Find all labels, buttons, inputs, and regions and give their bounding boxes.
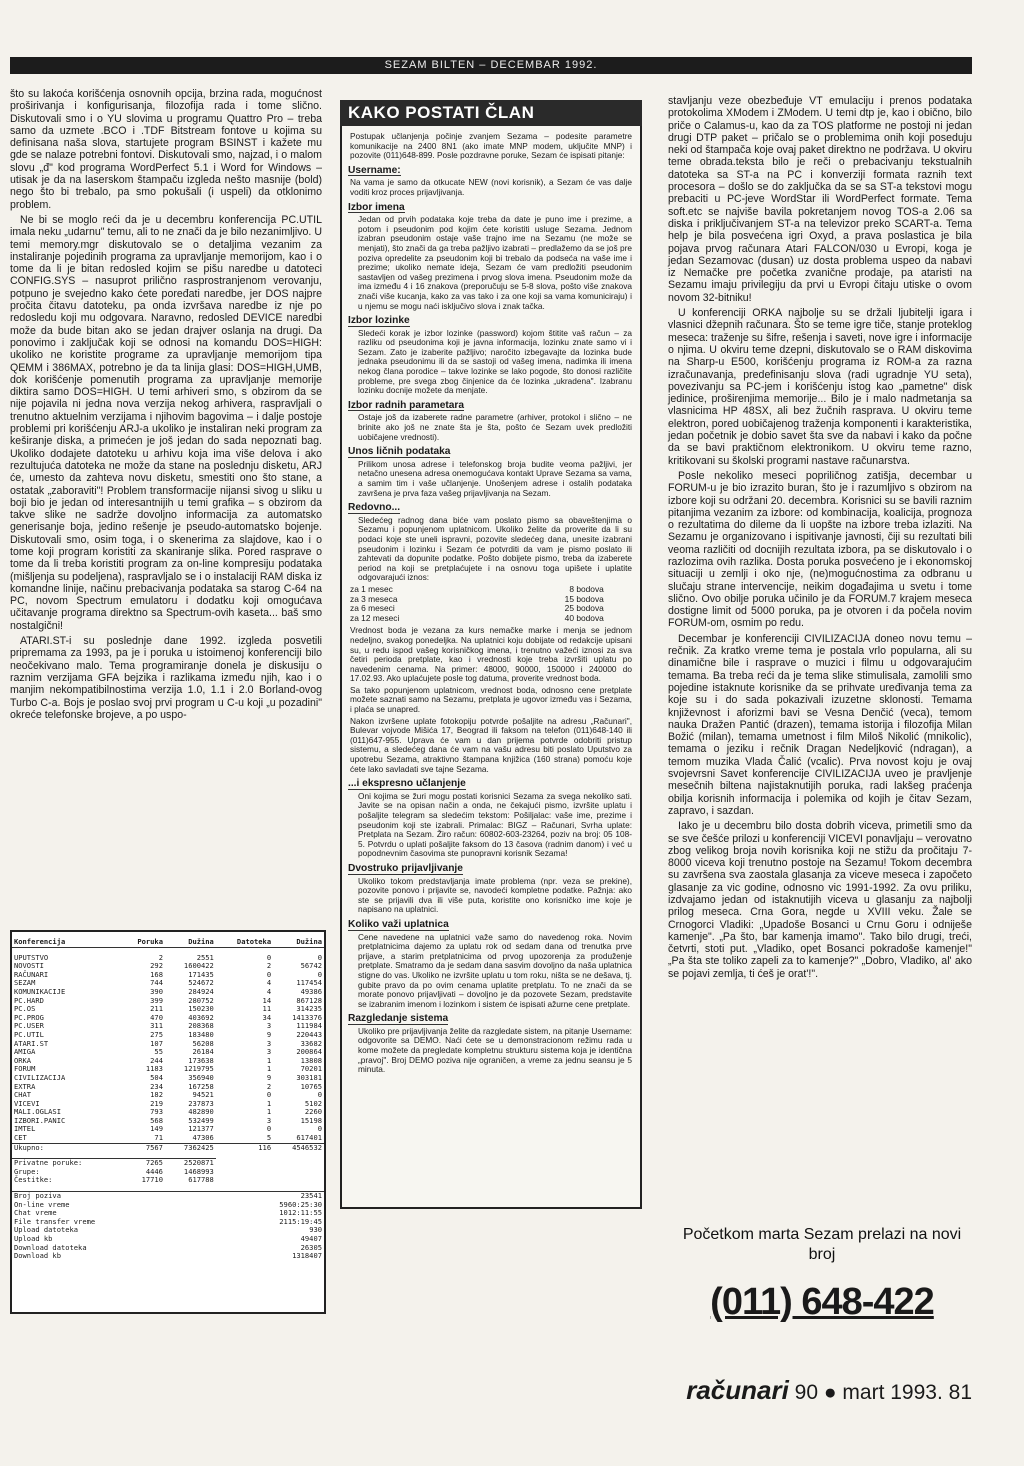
magazine-logo: računari [686,1375,789,1405]
stats-cell: 0 [266,1124,272,1134]
stats-cell: 173638 [188,1055,214,1065]
stats-summary-row [12,1159,324,1168]
fee-points: 25 bodova [564,603,604,614]
section-text: Oni kojima se žuri mogu postati korisnici Sezama za svega nekoliko sati. Javite se na opisan način a onda, ne čekajući pismo, izvršite uplatu i pošaljite telegram sa sledećim tekstom: Pošiljalac: vaše ime, prezime i pseudonim koji ste izabrali. Primalac: BIGZ – Računari, Svrha uplate: Pretplata na Sezam. Žiro račun: 60802-603-23264, poziv na broj: 05 108-5. Potvrdu o uplati pošaljite faksom do 13 časova (radnim danom) i već u popodnevnim časovima ste punopravni korisnik Sezama! [358,790,632,859]
stats-cell: 314235 [296,1004,322,1014]
stats-usage-row [12,1201,324,1210]
stats-cell: 2 [266,961,272,971]
stats-cell: UPUTSTVO [14,952,49,962]
stats-cell: 280752 [188,995,214,1005]
stats-summary-row [12,1168,324,1177]
stats-cell: 1 [266,1064,272,1074]
stats-cell: 49407 [300,1234,322,1243]
stats-cell: 0 [317,969,322,979]
stats-cell: 504 [150,1072,163,1082]
stats-cell: Chat vreme [14,1208,57,1218]
stats-cell: 71 [154,1133,163,1143]
stats-cell: 7265 [121,1159,165,1168]
username-label: Username: [348,164,401,176]
stats-cell: SEZAM [14,978,36,988]
stats-cell: 744 [150,978,163,988]
table-row [12,962,324,971]
box-paragraph: Nakon izvršene uplate fotokopiju potvrde pošaljite na adresu „Računari", Bulevar vojvode Mišića 17, Beograd ili faksom na telefon (011)648-140 ili (011)647-955. Uprava će vam u dan prijema potvrde odobriti pristup sistemu, a sledećeg dana će vam na vašu adresu biti poslato Uputstvo za upotrebu Sezama, atraktivno štampana knjižica (160 strana) pomoću koje ćete lako savladati sve tajne Sezama. [350,715,632,774]
stats-cell: Dužina [165,938,216,947]
stats-cell: 9 [266,1029,272,1039]
stats-cell: 5960:25:30 [279,1199,322,1209]
stats-cell: 244 [150,1055,163,1065]
stats-cell: 1413376 [292,1012,322,1022]
section-text: Cene navedene na uplatnici važe samo do navedenog roka. Novim pretplatnicima dajemo za uplatu rok od sedam dana od trenutka prve prijave, a starim pretplatnicima od prvog upozorenja za produženje pretplate. Smatramo da je sedam dana sasvim dovoljno da naša uplatnica stigne do vas. Ukoliko ne izvršite uplatu u tom roku, ništa se ne dešava, tj. gubite pravo da po ovim cenama uplatite pretplatu. To ne znači da se morate ponovo prijavljivati – dovoljno je da pozovete Sezam, predstavite se izabranim imenom i lozinkom i sistem će ispisati ažurne cene pretplate. [358,931,632,1009]
stats-cell: 356940 [188,1072,214,1082]
stats-cell: VICEVI [14,1098,40,1108]
stats-cell: Download kb [14,1251,61,1261]
stats-cell: 3 [266,1047,272,1057]
stats-cell: 303181 [296,1072,322,1082]
right-column [668,95,972,983]
stats-cell: IZBORI.PANIC [14,1115,66,1125]
stats-cell: 1 [266,1055,272,1065]
stats-cell: 617401 [296,1133,322,1143]
stats-cell: ORKA [14,1055,32,1065]
stats-cell: 49386 [300,986,322,996]
stats-cell: 121377 [188,1124,214,1134]
stats-cell: 867128 [296,995,322,1005]
stats-cell: 1219795 [183,1064,214,1074]
box-intro: Postupak učlanjenja počinje zvanjem Sezama – podesite parametre komunikacije na 2400 8N1 (ako imate MNP modem, uključite MNP) i pozovite (011)648-899. Posle pozdravne poruke, Sezam će ispisati pitanje: [350,131,632,161]
table-row [12,1031,324,1040]
username-text: Na vama je samo da otkucate NEW (novi korisnik), a Sezam će vas dalje voditi kroz proces prijavljivanja. [350,177,632,197]
stats-cell: Privatne poruke: [12,1159,121,1168]
stats-cell: PC.OS [14,1004,36,1014]
stats-cell: 7362425 [165,1143,216,1152]
fee-period: za 3 meseca [350,593,398,604]
section-text: Ukoliko tokom predstavljanja imate problema (npr. veza se prekine), pozovite ponovo i prijavite se, navodeći kompletne podatke. Pažnja: ako ste se prijavili dva ili više puta, koristite ono korisničko ime koje je napisano na uplatnici. [358,875,632,915]
stats-cell: Poruka [121,938,165,947]
box-paragraph: Sa tako popunjenom uplatnicom, vrednost boda, odnosno cene pretplate možete saznati samo na Sezamu, pretplata je ugovor između vas i Sezama, i plaća se unapred. [350,684,632,715]
stats-cell: 211 [150,1004,163,1014]
stats-cell: 7567 [121,1143,165,1152]
stats-cell: 116 [216,1143,273,1152]
stats-cell: Upload kb [14,1234,53,1243]
fee-points: 15 bodova [564,593,604,604]
stats-cell: 149 [150,1124,163,1134]
section-heading: ...i ekspresno učlanjenje [348,778,466,790]
stats-cell: 183480 [188,1029,214,1039]
section-heading: Izbor radnih parametara [348,399,465,411]
fee-period: za 6 meseci [350,603,395,614]
stats-cell: 0 [317,1090,322,1100]
stats-cell: 0 [317,952,322,962]
stats-cell: 34 [262,1012,272,1022]
stats-cell: 4446 [145,1166,163,1176]
stats-cell: 2115:19:45 [279,1216,322,1226]
stats-cell: RAČUNARI [14,969,49,979]
article-paragraph: Posle nekoliko meseci popriličnog zatišja, decembar u FORUM-u je bio izrazito buran, što je i razumljivo s obzirom na izbore koji su održani 20. decembra. Korisnici su se bavili raznim pitanjima vezanim za izbore: od kombinacija, koalicija, prognoza o rezultatima do dileme da li uopšte na izbore treba izlaziti. Na Sezamu je organizovano i ispitivanje javnosti, čiji su rezultati bili veoma različiti od docnijih rezultata izbora, pa se diskutovalo i o razlozima ovih razlika. Dosta poruka posvećeno je i ekonomskoj situaciji u zemlji i oko nje, (ne)mogućnostima za odbranu u slučaju strane intervencije, neikim događajima u svetu i tome slično. Ovo obilje poruka učinilo je da FORUM.7 krajem meseca dostigne limit od 5000 poruka, pa je otvoren i da počela novim FORUM-om, osmim po redu. [668,469,972,630]
table-row [12,1117,324,1126]
stats-cell: 13808 [300,1055,322,1065]
section-heading: Izbor imena [348,201,405,213]
left-column [10,88,322,724]
stats-cell: 930 [309,1225,322,1235]
stats-cell: 26305 [300,1242,322,1252]
stats-cell: 1183 [145,1064,163,1074]
stats-cell: 1012:11:55 [279,1208,322,1218]
fees-table [350,585,604,623]
stats-cell: 4546532 [273,1143,324,1152]
stats-cell: ATARI.ST [14,1038,49,1048]
page-footer [686,1375,972,1406]
stats-header-row [12,938,324,947]
section-heading: Unos ličnih podataka [348,446,451,458]
stats-cell: 399 [150,995,163,1005]
stats-cell: 70201 [300,1064,322,1074]
phone-number: (011) 648-422 [710,1281,934,1323]
fee-points: 40 bodova [564,612,604,623]
stats-cell: 200864 [296,1047,322,1057]
stats-summary-row [12,1176,324,1185]
stats-cell: 208368 [188,1021,214,1031]
stats-cell: File transfer vreme [14,1216,96,1226]
stats-cell: Ukupno: [12,1143,121,1152]
stats-cell: 11 [262,1004,272,1014]
stats-cell: 3 [266,1021,272,1031]
article-paragraph: stavljanju veze obezbeđuje VT emulaciju i prenos podataka protokolima XModem i ZModem. U temi dtp je, kao i obično, bilo priče o Calamus-u, kao da za TOS platforme ne postoji ni jedan drugi DTP paket – pričalo se o problemima onih koji poseduju neki od štampača koje ovaj paket direktno ne podržava. U okviru teme obrada.teksta bilo je reči o prebacivanju tekstualnih datoteka sa ST-a na PC i konverziji formata raznih text procesora – došlo se do zaključka da se sa ST-a tekstovi mogu prebaciti u PC-jeve WordStar ili WordPerfect formate. Tema soft.etc se najviše bavila pokretanjem novog TOS-a 2.06 sa diska i priključivanjem ST-a na televizor preko SCART-a. Tema help je bila posvećena igri Oxyd, a prava poslastica je bila pojava prvog računara Atari FALCON/030 u Evropi, koga je jedan Sezamovac (dusan) uz dosta problema uspeo da nabavi iz Nemačke pre početka zvanične prodaje, pa ataristi na Sezamu imaju privilegiju da prvi u Evropi čitaju utiske o ovom novom 32-bitniku! [668,95,972,304]
fee-period: za 1 mesec [350,583,393,594]
issue-banner: SEZAM BILTEN – DECEMBAR 1992. [10,57,972,74]
stats-cell: MALI.OGLASI [14,1107,61,1117]
stats-cell: 617788 [188,1175,214,1185]
stats-cell: 107 [150,1038,163,1048]
stats-cell: PC.UTIL [14,1029,44,1039]
stats-cell: 17710 [141,1175,163,1185]
stats-cell: 237873 [188,1098,214,1108]
stats-cell: 403692 [188,1012,214,1022]
stats-usage-row [12,1226,324,1235]
stats-cell: On-line vreme [14,1199,70,1209]
section-heading: Dvostruko prijavljivanje [348,862,463,874]
membership-box-title: KAKO POSTATI ČLAN [340,100,642,126]
page-number: 81 [948,1381,972,1404]
stats-cell: 524672 [188,978,214,988]
section-text: Prilikom unosa adrese i telefonskog broja budite veoma pažljivi, jer netačno unesena adresa onemogućava kontakt Uprave Sezama sa vama, a samim tim i vaše učlanjenje. Unošenjem adrese i ostalih podataka završena je prva faza vašeg prijavljivanja na Sezam. [358,458,632,498]
stats-cell: 1 [266,1098,272,1108]
article-paragraph: Decembar je konferenciji CIVILIZACIJA doneo novu temu – rečnik. Za kratko vreme tema je postala vrlo popularna, ali su dinamične bile i rasprave o muzici i filmu u odgovarajućim temama. Ba treba reći da je tema slike stimulisala, zamolili smo pojedine istaknute korisnike da se prihvate uređivanja tema za koje su i do sada pokazivali izuzetne sklonosti. Temama književnost i aforizmi bavi se Vesna Denčić (veca), temom nauka Dražen Pantić (drazen), temama istorija i filozofija Milan Božić (milan), temama umetnost i film Miloš Nikolić (mnikolic), temama o jeziku i rečnik Dragan Nedeljković (ndragan), a temom muzika Vlada Čalić (vcalic). Prva novost koju je ovaj svojevrsni Savet konferencije CIVILIZACIJA uveo je pravljenje mesečnih biltena najistaknutijih poruka, radi lakšeg praćenja obilja korisnih informacija i polemika od kojih je čitav Sezam, zapravo, i sazdan. [668,632,972,817]
stats-cell: 182 [150,1090,163,1100]
table-row [12,1048,324,1057]
stats-cell: 793 [150,1107,163,1117]
stats-cell: PC.HARD [14,995,44,1005]
table-row [12,1005,324,1014]
article-paragraph: Ne bi se moglo reći da je u decembru konferencija PC.UTIL imala neku „udarnu" temu, ali to ne znači da je bilo nezanimljivo. U temi memory.mgr diskutovalo se o detaljima vezanim za instaliranje pojedinih programa za upravljanje memorijom, kao i o tome da li je bitan redosled kojim se pišu naredbe u datoteci CONFIG.SYS – nasuprot prilično rasprostranjenom verovanju, potpuno je svejedno kako ćete poređati naredbe, jer DOS najpre pročita čitavu datoteku, pa onda izvršava naredbe iz nje po redosledu koji mu odgovara. Naravno, redosled DEVICE naredbi može da bude bitan ako se jedan drajver oslanja na drugi. Da ponovimo i zaključak koji se odnosi na komandu DOS=HIGH: ukoliko ne koristite programe za upravljanje memorijom tipa QEMM i 386MAX, potrebno je da ta linija glasi: DOS=HIGH,UMB, dok korišćenje pomenutih programa za upravljanje memorije diktira samo DOS=HIGH. U temi arhiveri smo, s obzirom da se nije pojavila ni jedna nova verzija nekog arhivera, raspravljali o trenutno aktuelnim verzijama i njihovim bagovima – i dalje postoje problemi pri korišćenju ARJ-a ukoliko je instaliran neki program za keširanje diska, a primećen je još jedan do sada nepoznati bag. Ukoliko dodajete datoteku u arhivu koja ima više delova i ako rezultujuća datoteka ne može da stane na poslednju disketu, ARJ će, umesto da zahteva novu disketu, smestiti ono što stane, a ostatak „zaboraviti"! Problem transformacije nijansi sivog u sliku u boji bio je jedan od interesantnijih u temi grafika – s obzirom da takve slike ne sadrže dovoljno informacija za automatsko generisanje boja, jedino rešenje je pseudo-automatsko bojenje. Diskutovali smo, osim toga, i o skenerima za slajdove, kao i o tome koji program koristiti za skaniranje slika. Pored rasprave o tome da li treba koristiti program za on-line kompresiju podataka (mišljenja su podeljena), raspravljalo se i o instalaciji RAM diska iz komandne linije, načinu prebacivanja podataka sa starog C-64 na PC, novom Spectrum emulatoru i dodatku koji omogućava učitavanje programa direktno sa Spectrum-ovih kaseta... baš smo nostalgični! [10,213,322,632]
section-heading: Koliko važi uplatnica [348,918,449,930]
stats-cell: 4 [266,978,272,988]
table-row [12,988,324,997]
stats-cell: 482890 [188,1107,214,1117]
section-text: Ostaje još da izaberete radne parametre (arhiver, protokol i slično – ne brinite ako još ne znate šta je šta, pošto će Sezam uvek predložiti uobičajene vrednosti). [358,412,632,442]
fee-period: za 12 meseci [350,612,400,623]
stats-cell: 171435 [188,969,214,979]
stats-cell: 55 [154,1047,163,1057]
stats-cell: 2520871 [165,1159,216,1168]
table-row [12,1057,324,1066]
box-paragraph: Vrednost boda je vezana za kurs nemačke marke i menja se jednom nedeljno, svakog ponedeljka. Na uplatnici koju dobijate od redakcije upisani su, u redu ispod vašeg korisničkog imena, i trenutno važeći iznosi za sva četiri perioda pretplate, kao i vrednosti koje treba izvršiti uplatu po navedenim cenama. Na primer: 48000, 90000, 150000 i 240000 do 17.02.93. Ako uplaćujete posle tog datuma, proverite vrednost boda. [350,625,632,684]
table-row [12,1074,324,1083]
table-row [12,1040,324,1049]
issue-number: 90 [794,1381,819,1404]
table-row [12,1083,324,1092]
table-row [12,954,324,963]
table-row [12,1014,324,1023]
stats-cell: 5102 [304,1098,322,1108]
stats-cell: 275 [150,1029,163,1039]
stats-cell: 56208 [192,1038,214,1048]
stats-cell: 111984 [296,1021,322,1031]
stats-cell: 0 [266,1090,272,1100]
stats-cell: 2 [158,952,163,962]
fee-points: 8 bodova [569,583,604,594]
stats-cell: Dužina [273,938,324,947]
stats-cell: 2 [266,1081,272,1091]
stats-cell: 33682 [300,1038,322,1048]
table-row [12,1125,324,1134]
stats-cell: 94521 [192,1090,214,1100]
stats-cell: 1600422 [183,961,214,971]
stats-cell: 0 [317,1124,322,1134]
phone-notice [676,1225,968,1325]
stats-cell: Broj poziva [12,1192,216,1201]
stats-cell: 311 [150,1021,163,1031]
stats-cell: NOVOSTI [14,961,44,971]
stats-cell: 220443 [296,1029,322,1039]
section-text: Sledeći korak je izbor lozinke (password) kojom štitite vaš račun – za razliku od pseudonima koji je javna informacija, lozinku znate samo vi i Sezam. Zato je izaberite pažljivo; naročito izbegavajte da lozinka bude jednaka pseudonimu ili da se sastoji od vašeg imena, nadimka ili imena nekog člana porodice – takve lozinke se lako pogode, što donosi različite probleme, pre svega zbog činjenice da će lozinka „ukradena". Izabranu lozinku docnije možete da menjate. [358,327,632,396]
section-heading: Redovno... [348,502,401,514]
stats-total-row [12,1143,324,1152]
table-row [12,1134,324,1143]
stats-cell: 167258 [188,1081,214,1091]
stats-cell: FORUM [14,1064,36,1074]
stats-cell: 5 [266,1133,272,1143]
stats-cell: 26184 [192,1047,214,1057]
stats-cell: 292 [150,961,163,971]
stats-cell: 284924 [188,986,214,996]
stats-cell: Konferencija [12,938,121,947]
stats-cell: 1 [266,1107,272,1117]
stats-cell: 3 [266,1115,272,1125]
article-paragraph: što su lakoća korišćenja osnovnih opcija, brzina rada, mogućnost proširivanja i konfigurisanja, filozofija rada i tome slično. Diskutovali smo i o YU slovima u programu Quattro Pro – treba samo da uzmete .BCO i .TDF Bitstream fontove u kojima su definisana naša slova, startujete program BSINST i kažete mu gde se nalaze potrebni fontovi. Diskutovali smo, najzad, i o malom slovu „đ" kod programa WordPerfect 5.1 i Word for Windows – utisak je da na laserskom štampaču izgleda nešto masnije (bold) nego što bi trebalo, pa smo pokušali (i uspeli) da otklonimo problem. [10,88,322,211]
stats-cell: Upload datoteka [14,1225,79,1235]
fee-row [350,614,604,624]
stats-cell: 532499 [188,1115,214,1125]
stats-cell: 3 [266,1038,272,1048]
section-heading: Razgledanje sistema [348,1013,449,1025]
stats-cell: Download datoteka [14,1242,87,1252]
stats-cell: 14 [262,995,272,1005]
stats-cell: 150230 [188,1004,214,1014]
stats-cell: 47306 [192,1133,214,1143]
stats-cell: 23541 [216,1192,324,1201]
section-text: Jedan od prvih podataka koje treba da date je puno ime i prezime, a potom i pseudonim pod kojim ćete koristiti usluge Sezama. Jednom izabran pseudonim ostaje vaše trajno ime na Sezamu (ne može se menjati), što znači da ga treba pažljivo izabrati – predlažemo da se još pre poziva opredelite za pseudonim koji bi trebalo da podseća na vaše ime i prezime; ukoliko nemate ideja, Sezam će vam predložiti pseudonim sastavljen od vašeg prezimena i prvog slova imena. Pseudonim može da ima između 4 i 16 znakova (preporučuju se 5-8 slova, pošto više znakova znači više kucanja, kako za vas tako i za one koji sa vama komuniciraju) i u njemu se mogu naći isključivo slova i znak tačka. [358,214,632,311]
bullet: ● [823,1381,837,1404]
table-row [12,997,324,1006]
stats-cell: EXTRA [14,1081,36,1091]
membership-box [340,100,642,1209]
stats-cell: 0 [266,952,272,962]
stats-cell: 10765 [300,1081,322,1091]
stats-cell: Datoteka [216,938,273,947]
stats-cell: Čestitke: [14,1175,53,1185]
stats-cell: PC.USER [14,1021,44,1031]
section-heading: Izbor lozinke [348,315,410,327]
issue-date: mart 1993. [842,1381,943,1404]
stats-cell: 1318407 [292,1251,322,1261]
stats-cell: 4 [266,986,272,996]
stats-cell: CIVILIZACIJA [14,1072,66,1082]
article-paragraph: Iako je u decembru bilo dosta dobrih viceva, primetili smo da se sve češće prilozi u konferenciji VICEVI ponavljaju – verovatno zbog velikog broja novih korisnika koji ne stižu da pročitaju 7-8000 viceva koji trenutno postoje na Sezamu! Tokom decembra su završena sva zaostala glasanja za viceve meseca i započeto glasanje za vic godine, odnosno vic 1991-1992. Za ovu priliku, izdvajamo jedan od istaknutijih viceva u glasanju za najbolji prilog meseca. Crna Gora, negde u XVIII veku. Žale se Crnogorci Vladiki: „Upadoše Bosanci u Crnu Goru i odniješe kamenje". „Pa što, bar kamenja imamo". Tako bilo drugi, treći, četvrti, stoti put. „Vladiko, opet Bosanci pokradoše kamenje!" „Pa šta ste toliko zapeli za to kamenje?" „Dobro, Vladiko, al' ako se pojavi zemlja, ti ćeš je orat'!". [668,820,972,980]
stats-cell: 219 [150,1098,163,1108]
stats-cell: 2260 [304,1107,322,1117]
statistics-table [10,930,326,1314]
stats-cell: 9 [266,1072,272,1082]
section-text: Ukoliko pre prijavljivanja želite da razgledate sistem, na pitanje Username: odgovorite sa DEMO. Naći ćete se u demonstracionom režimu rada u kome možete da pregledate kompletnu strukturu sistema koja je identična „pravoj". Broj DEMO poziva nije ograničen, a vreme za jednu seansu je 5 minuta. [358,1025,632,1075]
stats-usage-row [12,1252,324,1261]
stats-cell: 15198 [300,1115,322,1125]
stats-cell: 234 [150,1081,163,1091]
stats-cell: CET [14,1133,27,1143]
stats-cell: 0 [266,969,272,979]
stats-cell: Grupe: [14,1166,40,1176]
phone-message: Početkom marta Sezam prelazi na novi broj [682,1226,962,1263]
section-text: Sledećeg radnog dana biće vam poslato pismo sa obaveštenjima o Sezamu i popunjenom uplatnicom. Ukoliko želite da proverite da li su podaci koje ste uneli ispravni, pozovite sledećeg dana, unesite izabrani pseudonim i lozinku i Sezam će potvrditi da vam je pismo poslato ili zahtevati da dopunite podatke. Pošto dobijete pismo, treba da izaberete period na koji se pretplaćujete i na osnovu toga upišete i uplatite odgovarajući iznos: [358,514,632,583]
stats-cell: 470 [150,1012,163,1022]
stats-cell: 390 [150,986,163,996]
stats-cell: CHAT [14,1090,32,1100]
stats-cell: AMIGA [14,1047,36,1057]
stats-cell: 2551 [196,952,214,962]
stats-cell: PC.PROG [14,1012,44,1022]
stats-cell: 168 [150,969,163,979]
stats-cell: 1468993 [183,1166,214,1176]
stats-cell: 56742 [300,961,322,971]
table-row [12,1091,324,1100]
table-row [12,1022,324,1031]
stats-cell: KOMUNIKACIJE [14,986,66,996]
stats-cell: IMTEL [14,1124,36,1134]
article-paragraph: ATARI.ST-i su poslednje dane 1992. izgleda posvetili pripremama za 1993, pa je i poruka u istoimenoj konferenciji bilo neočekivano malo. Tema programiranje donela je diskusiju o raznim verzijama GFA bejzika i razlikama između njih, kao i o manjim nekompatibilnostima verzija 1.0, 1.1 i 2.0 Borland-ovog Turbo C-a. Bojs je poslao svoj prvi program u C-u koji „u pozadini" okreće telefonske brojeve, a po uspo- [10,635,322,721]
table-row [12,971,324,980]
stats-cell: 117454 [296,978,322,988]
stats-cell: 568 [150,1115,163,1125]
article-paragraph: U konferenciji ORKA najbolje su se držali ljubitelji igara i vlasnici džepnih računara. Što se teme igre tiče, stanje proteklog meseca: traženje su šifre, rešenja i saveti, nove igre i informacije o njima. U okviru teme dzepni, diskutovalo se o RAM diskovima na Sharp-u E500, korišćenju programa iz ROM-a za razna izračunavanja, predefinisanju slova (radi ugradnje YU seta), povezivanju sa PC-jem i korišćenju istog kao „pametne" disk jedinice, proširenjima memorije... Bilo je i malo nadmetanja sa vlasnicima HP 48SX, ali bez žučnih rasprava. U okviru teme elektron, pored uobičajenog traženja komponenti i karakteristika, jedan početnik je dobio savet šta sve da nabavi i kako da počne da se bavi praktičnom elektronikom. U okviru teme razno, kritikovani su školski programi nastave računarstva. [668,307,972,467]
